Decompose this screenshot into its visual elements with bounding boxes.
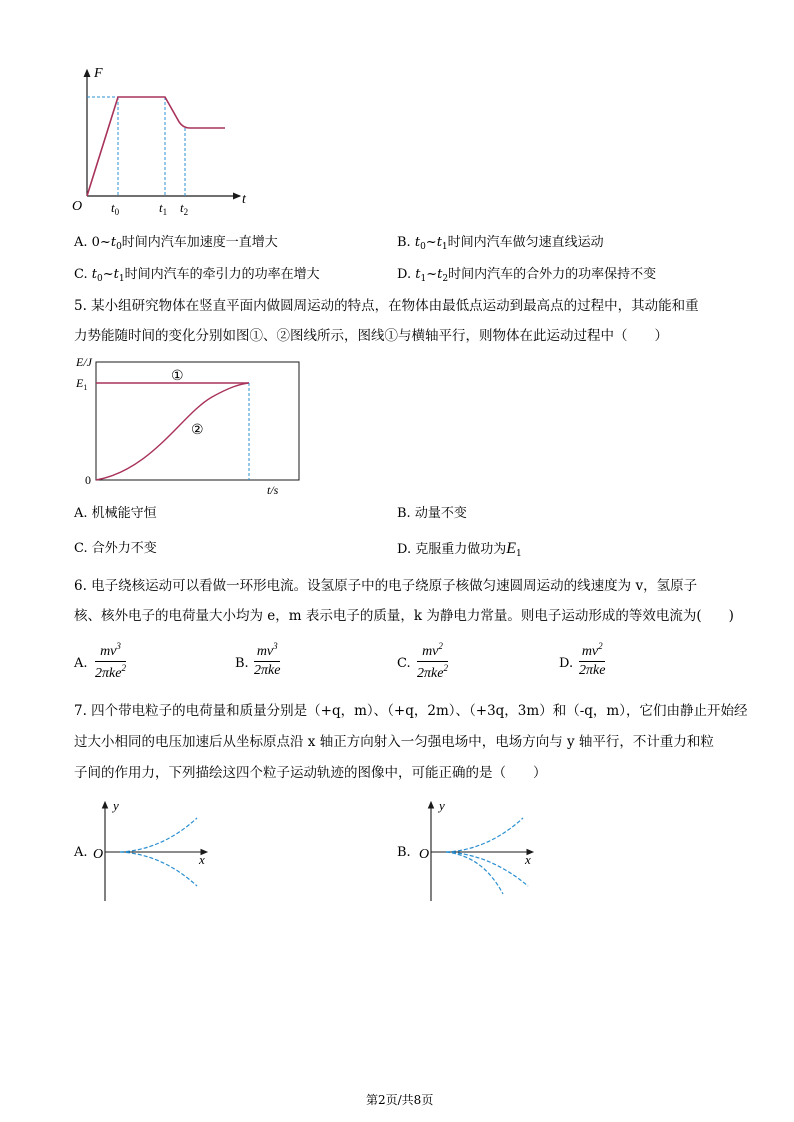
q5-stem-line1: 5. 某小组研究物体在竖直平面内做圆周运动的特点，在物体由最低点运动到最高点的过程中，其动能和重 xyxy=(74,298,699,314)
q6-option-c-label: C. xyxy=(397,656,411,671)
q7-option-b-label[interactable]: B. xyxy=(397,845,411,860)
q5-option-d[interactable]: D. 克服重力做功为$E_1$ xyxy=(397,540,522,559)
axis-label-f: F xyxy=(94,66,103,81)
trajectory-up xyxy=(446,818,523,852)
axis-label-e: E/J xyxy=(76,355,92,369)
force-curve xyxy=(87,97,225,196)
curve-label-1: ① xyxy=(171,369,184,384)
origin-label: O xyxy=(419,847,430,862)
tick-t2: $t_2$ xyxy=(180,200,189,217)
graph-frame xyxy=(96,362,299,480)
q6-option-b-label: B. xyxy=(235,656,249,671)
q6-stem-line2: 核、核外电子的电荷量大小均为 e，m 表示电子的质量，k 为静电力常量。则电子运动形成的等效电流为( ) xyxy=(74,608,734,624)
origin-label: O xyxy=(72,199,83,214)
axis-label-y: y xyxy=(439,798,445,813)
q6-option-d[interactable]: $mv^2$ 2πke xyxy=(579,641,606,678)
q5-option-a[interactable]: A. 机械能守恒 xyxy=(74,506,157,521)
q4-option-a[interactable]: A. $0\sim t_0$时间内汽车加速度一直增大 xyxy=(74,235,278,252)
q7-graph-b[interactable] xyxy=(418,798,548,904)
q6-stem-line1: 6. 电子绕核运动可以看做一环形电流。设氢原子中的电子绕原子核做匀速圆周运动的线速度为 v，氢原子 xyxy=(74,578,698,594)
q4-option-b[interactable]: B. $t_0\sim t_1$时间内汽车做匀速直线运动 xyxy=(397,235,604,252)
q5-stem-line2: 力势能随时间的变化分别如图①、②图线所示，图线①与横轴平行，则物体在此运动过程中（ ） xyxy=(74,328,668,344)
q6-option-c[interactable]: $mv^2$ 2πke$^2$ xyxy=(417,641,448,681)
tick-t0: $t_0$ xyxy=(111,200,120,217)
tick-t1: $t_1$ xyxy=(159,200,168,217)
axis-label-ts: t/s xyxy=(267,483,279,497)
curve-label-2: ② xyxy=(191,423,204,438)
q6-option-a-label: A. xyxy=(74,656,88,671)
axis-label-x: x xyxy=(525,852,531,867)
q7-option-a-label[interactable]: A. xyxy=(74,845,88,860)
axis-label-t: t xyxy=(242,192,246,207)
force-time-graph xyxy=(70,62,270,222)
axis-label-y: y xyxy=(113,798,119,813)
potential-energy-curve xyxy=(96,383,249,480)
axis-label-x: x xyxy=(199,852,205,867)
trajectory-up xyxy=(120,818,197,852)
q6-option-d-label: D. xyxy=(559,656,574,671)
q4-option-c[interactable]: C. $t_0\sim t_1$时间内汽车的牵引力的功率在增大 xyxy=(74,267,320,284)
q7-stem-line2: 过大小相同的电压加速后从坐标原点沿 x 轴正方向射入一匀强电场中，电场方向与 y 轴平行，不计重力和粒 xyxy=(74,734,714,750)
trajectory-down-1 xyxy=(446,852,503,894)
trajectory-down-2 xyxy=(446,852,528,886)
origin-label: O xyxy=(93,847,104,862)
q6-option-b[interactable]: $mv^3$ 2πke xyxy=(254,641,281,678)
q4-option-d[interactable]: D. $t_1\sim t_2$时间内汽车的合外力的功率保持不变 xyxy=(397,267,657,284)
zero-label: 0 xyxy=(85,473,91,487)
trajectory-down xyxy=(120,852,197,886)
q7-stem-line3: 子间的作用力，下列描绘这四个粒子运动轨迹的图像中，可能正确的是（ ） xyxy=(74,765,547,781)
q7-graph-a[interactable] xyxy=(92,798,222,904)
q5-option-b[interactable]: B. 动量不变 xyxy=(397,506,467,521)
q7-stem-line1: 7. 四个带电粒子的电荷量和质量分别是（+q，m）、（+q，2m）、（+3q，3m）和（-q，m），它们由静止开始经 xyxy=(74,703,748,719)
q6-option-a[interactable]: $mv^3$ 2πke$^2$ xyxy=(95,641,126,681)
page-footer: 第2页/共8页 xyxy=(366,1093,434,1107)
e1-label: $E_1$ xyxy=(76,376,88,392)
q5-option-c[interactable]: C. 合外力不变 xyxy=(74,541,157,556)
energy-time-graph xyxy=(72,352,302,500)
